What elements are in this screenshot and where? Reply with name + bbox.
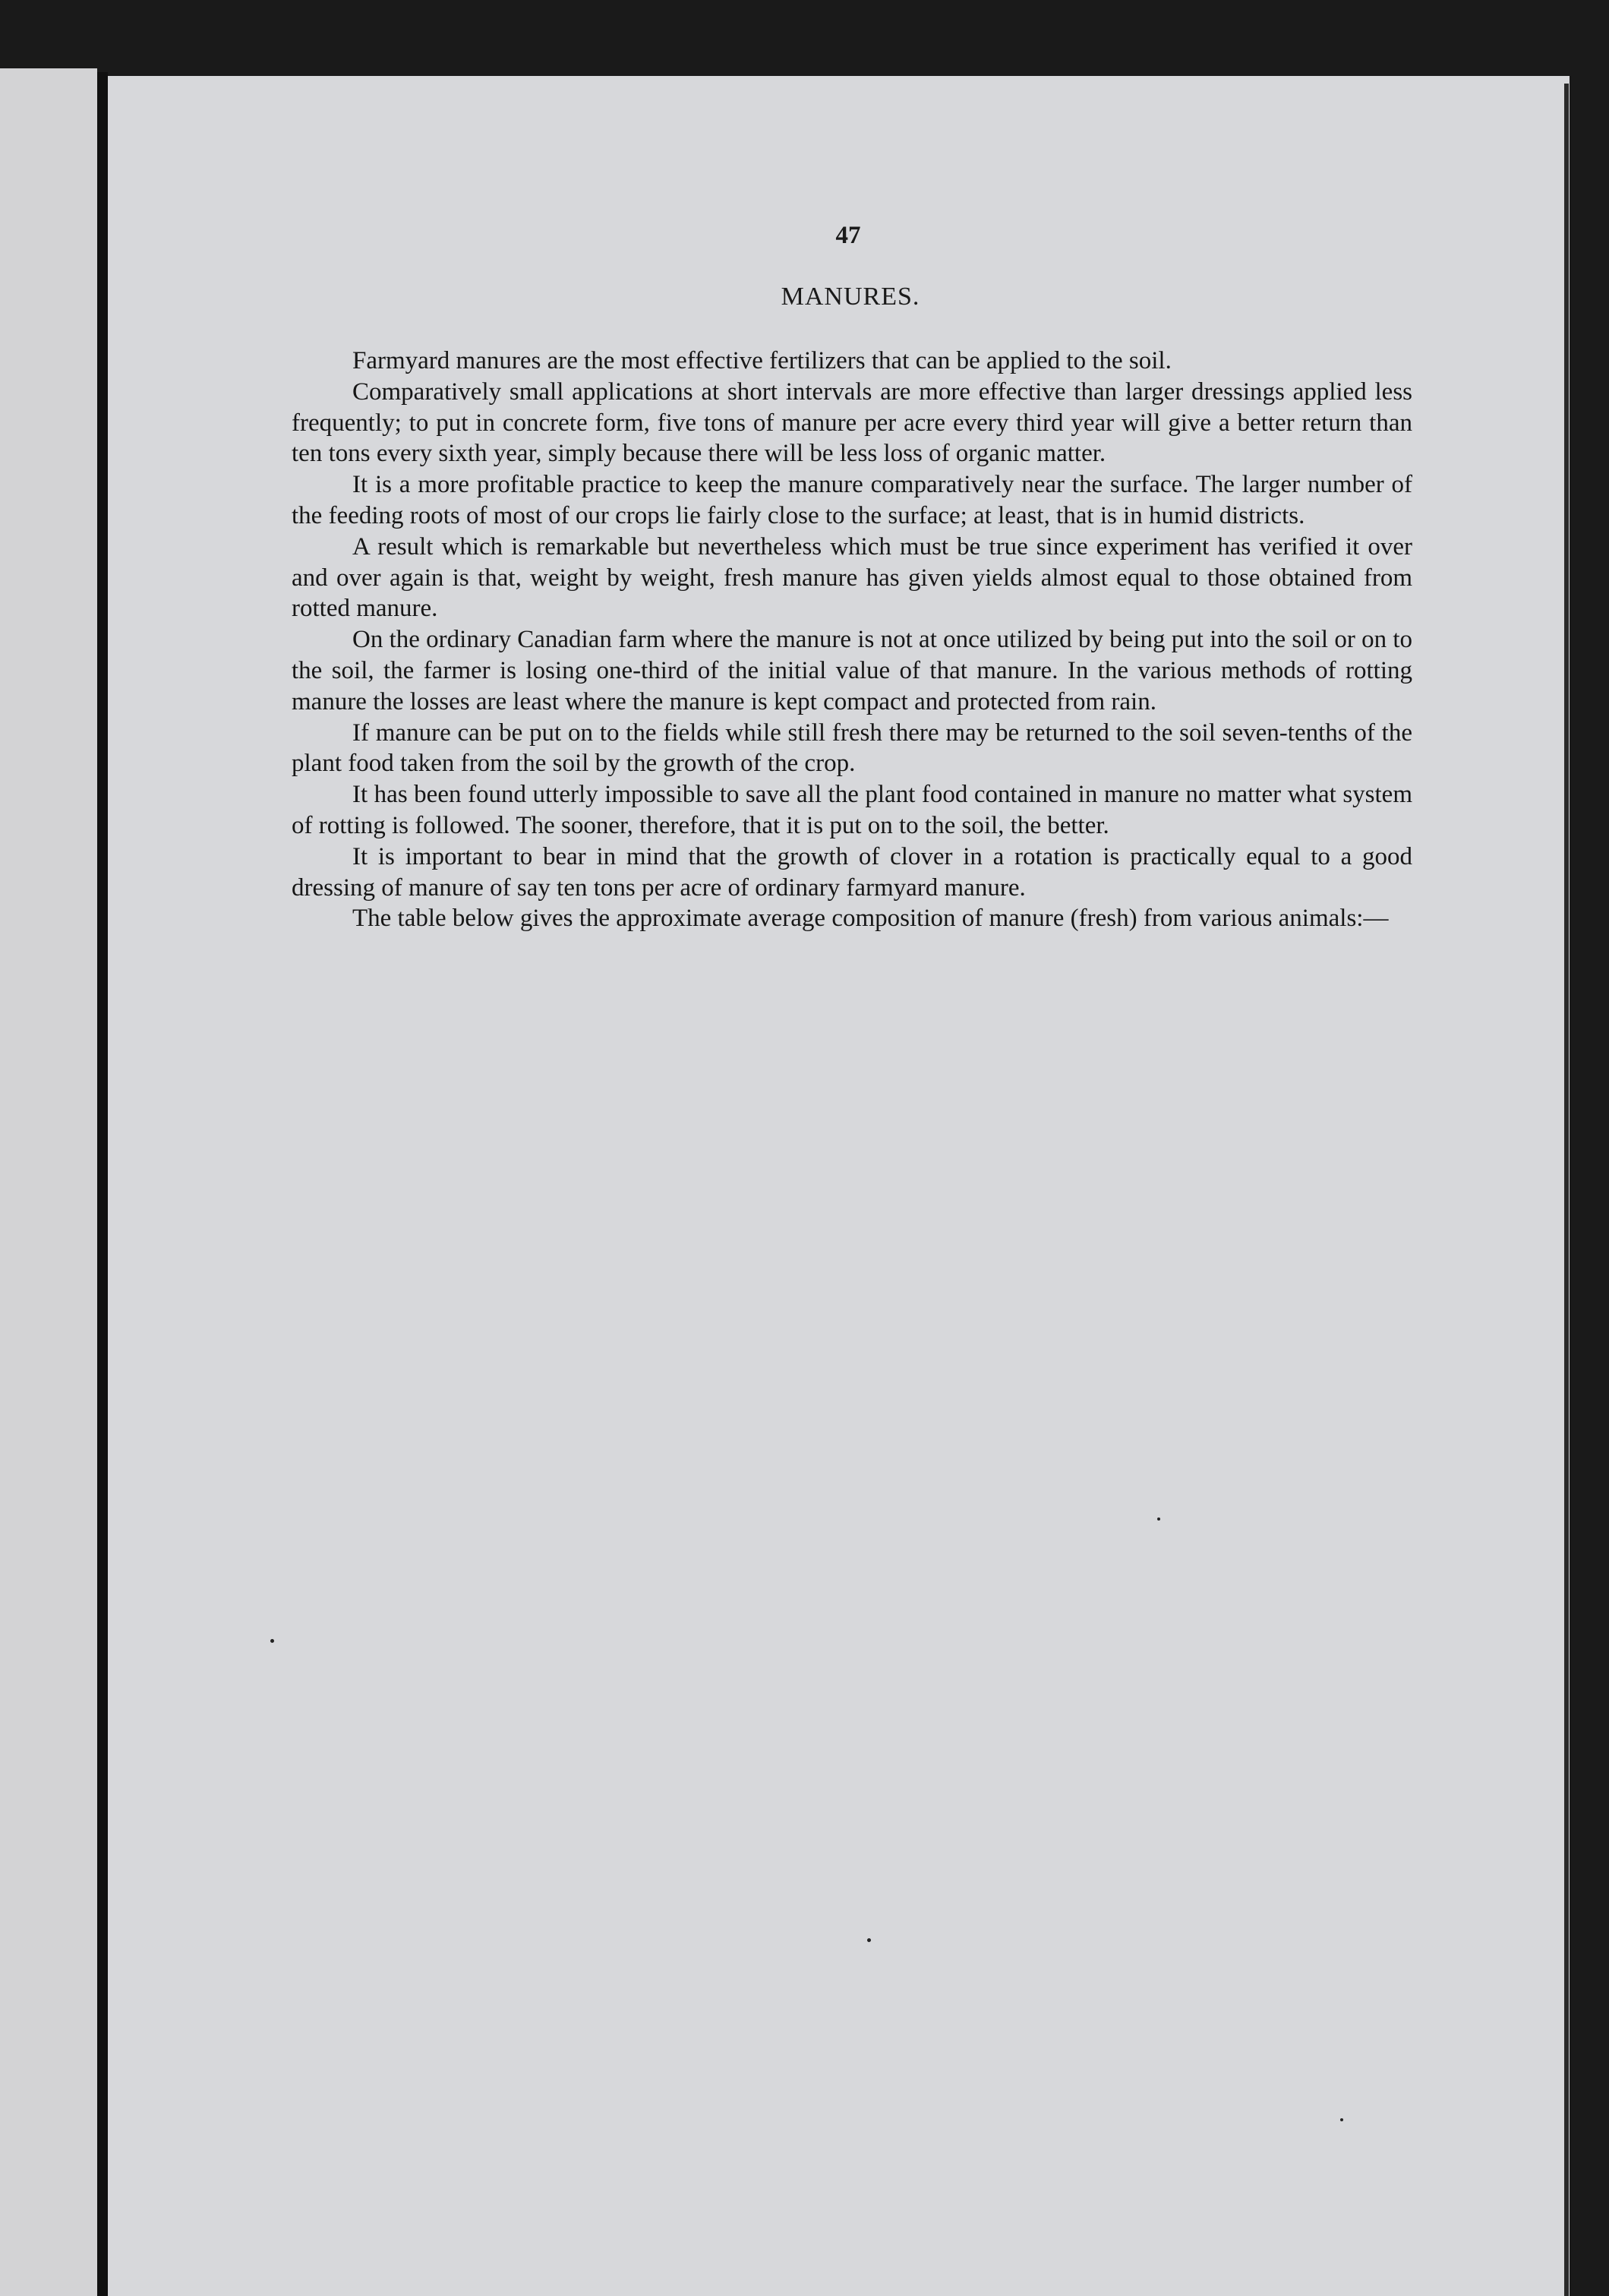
binding-shadow — [97, 72, 108, 2296]
scan-speck — [1340, 2118, 1343, 2121]
body-text — [292, 346, 1412, 934]
scan-background-right — [1570, 84, 1609, 2296]
scan-speck — [1157, 1518, 1160, 1521]
facing-page-edge — [0, 68, 97, 2296]
paragraph: It is important to bear in mind that the growth of clover in a rotation is practically equal to a good dressing of manure of say ten tons per acre of ordinary farmyard manure. — [292, 842, 1412, 902]
paragraph: Farmyard manures are the most effective fertilizers that can be applied to the soil. — [352, 347, 1172, 374]
paragraph: The table below gives the approximate average composition of manure (fresh) from various animals:— — [352, 905, 1389, 933]
paragraph: If manure can be put on to the fields while still fresh there may be returned to the soil seven-tenths of the plant food taken from the soil by the growth of the crop. — [292, 718, 1412, 778]
scan-speck — [270, 1639, 274, 1643]
paragraph: Comparatively small applications at short intervals are more effective than larger dressings applied less frequently; to put in concrete form, five tons of manure per acre every third year will give a better return than ten tons every sixth year, simply because there will be less loss of organic matter. — [292, 377, 1412, 468]
paragraph: On the ordinary Canadian farm where the manure is not at once utilized by being put into the soil or on to the soil, the farmer is losing one-third of the initial value of that manure. In the various methods of rotting manure the losses are least where the manure is kept compact and protected from rain. — [292, 626, 1412, 715]
scan-speck — [867, 1938, 871, 1942]
paragraph: It is a more profitable practice to keep the manure comparatively near the surface. The larger number of the feeding roots of most of our crops lie fairly close to the surface; at least, that is in humid districts. — [292, 471, 1412, 529]
scan-background-top — [0, 0, 1609, 84]
page-right-border — [1564, 84, 1569, 2296]
paragraph: A result which is remarkable but nevertheless which must be true since experiment has verified it over and over again is that, weight by weight, fresh manure has given yields almost equal to those obtained from rotted manure. — [292, 532, 1412, 623]
page-number: 47 — [835, 222, 861, 249]
paragraph: It has been found utterly impossible to save all the plant food contained in manure no matter what system of rotting is followed. The sooner, therefore, that it is put on to the soil, the better. — [292, 781, 1412, 839]
section-heading: MANURES. — [781, 283, 920, 311]
